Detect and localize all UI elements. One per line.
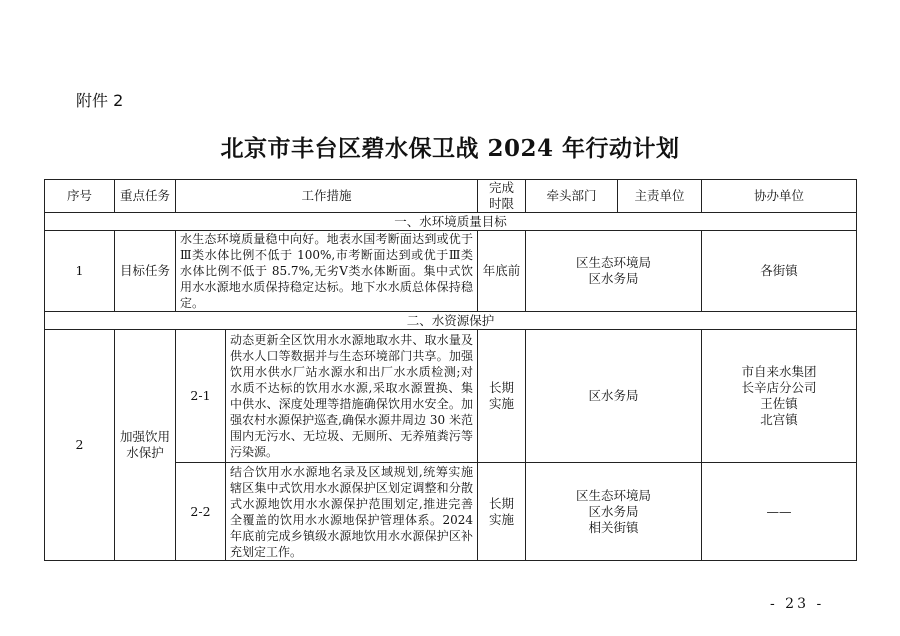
- header-deadline: [478, 180, 526, 213]
- row-deadline-line1: 长期: [489, 495, 515, 511]
- page-number: - 23 -: [770, 596, 825, 612]
- assisting-unit: 王佐镇: [760, 396, 798, 411]
- attachment-label: 附件 2: [76, 91, 124, 110]
- lead-unit: 区水务局: [588, 503, 639, 519]
- row-deadline-line2: 实施: [489, 511, 515, 527]
- header-lead-dept: 牵头部门: [526, 180, 618, 213]
- row-assisting: ——: [702, 463, 857, 561]
- row-measures: 动态更新全区饮用水水源地取水井、取水量及供水人口等数据并与生态环境部门共享。加强饮用水供水厂站水源水和出厂水水质检测;对水质不达标的饮用水水源,采取水源置换、集中供水、深度处理等措施确保饮用水安全。加强农村水源保护巡查,确保水源井周边 30 米范围内无污水、无垃圾、无厕所、无养殖粪污等污染源。: [226, 330, 478, 463]
- row-seq: 1: [45, 231, 115, 312]
- row-deadline-line1: 长期: [489, 380, 515, 395]
- table-row: [45, 231, 857, 312]
- row-seq: 2: [45, 330, 115, 561]
- row-deadline: [478, 463, 526, 561]
- table-header-row: [45, 180, 857, 213]
- header-responsible: 主责单位: [618, 180, 702, 213]
- lead-unit: 相关街镇: [588, 519, 639, 535]
- header-deadline-line2: 时限: [489, 196, 515, 211]
- action-plan-table: [44, 179, 857, 561]
- row-task-line1: 加强饮用: [119, 429, 170, 444]
- row-measures: 水生态环境质量稳中向好。地表水国考断面达到或优于Ⅲ类水体比例不低于 100%,市考断面达到或优于Ⅲ类水体比例不低于 85.7%,无劣Ⅴ类水体断面。集中式饮用水水源地水质保持稳定达标。地下水水质总体保持稳定。: [176, 231, 478, 312]
- row-assisting: 各街镇: [702, 231, 857, 312]
- row-assisting: [702, 330, 857, 463]
- row-task-line2: 水保护: [126, 445, 164, 460]
- row-task: [115, 330, 176, 561]
- sub-item-code: 2-1: [176, 330, 226, 463]
- row-deadline-line2: 实施: [489, 396, 515, 411]
- sub-item-code: 2-2: [176, 463, 226, 561]
- row-deadline: [478, 330, 526, 463]
- section-title-water-quality: 一、水环境质量目标: [45, 213, 857, 231]
- header-seq: 序号: [45, 180, 115, 213]
- header-measures: 工作措施: [176, 180, 478, 213]
- row-lead-responsible: [526, 463, 702, 561]
- document-title: 北京市丰台区碧水保卫战 2024 年行动计划: [220, 135, 680, 162]
- lead-unit: 区生态环境局: [576, 487, 652, 503]
- header-task: 重点任务: [115, 180, 176, 213]
- row-task: 目标任务: [115, 231, 176, 312]
- table-row: [45, 330, 857, 463]
- row-lead-responsible: [526, 231, 702, 312]
- header-assisting: 协办单位: [702, 180, 857, 213]
- assisting-unit: 长辛店分公司: [741, 380, 817, 395]
- assisting-unit: 北宫镇: [760, 412, 798, 427]
- row-deadline: 年底前: [478, 231, 526, 312]
- section-title-water-resources: 二、水资源保护: [45, 312, 857, 330]
- lead-unit: 区生态环境局: [576, 255, 652, 270]
- section-row: [45, 213, 857, 231]
- lead-unit: 区水务局: [588, 271, 639, 286]
- assisting-unit: 市自来水集团: [741, 364, 817, 379]
- section-row: [45, 312, 857, 330]
- row-lead-responsible: 区水务局: [526, 330, 702, 463]
- row-measures: 结合饮用水水源地名录及区域规划,统筹实施辖区集中式饮用水水源保护区划定调整和分散式水源地饮用水水源保护范围划定,推进完善全覆盖的饮用水水源地保护管理体系。2024 年底前完成乡镇级水源地饮用水水源保护区补充划定工作。: [226, 463, 478, 561]
- header-deadline-line1: 完成: [489, 180, 515, 195]
